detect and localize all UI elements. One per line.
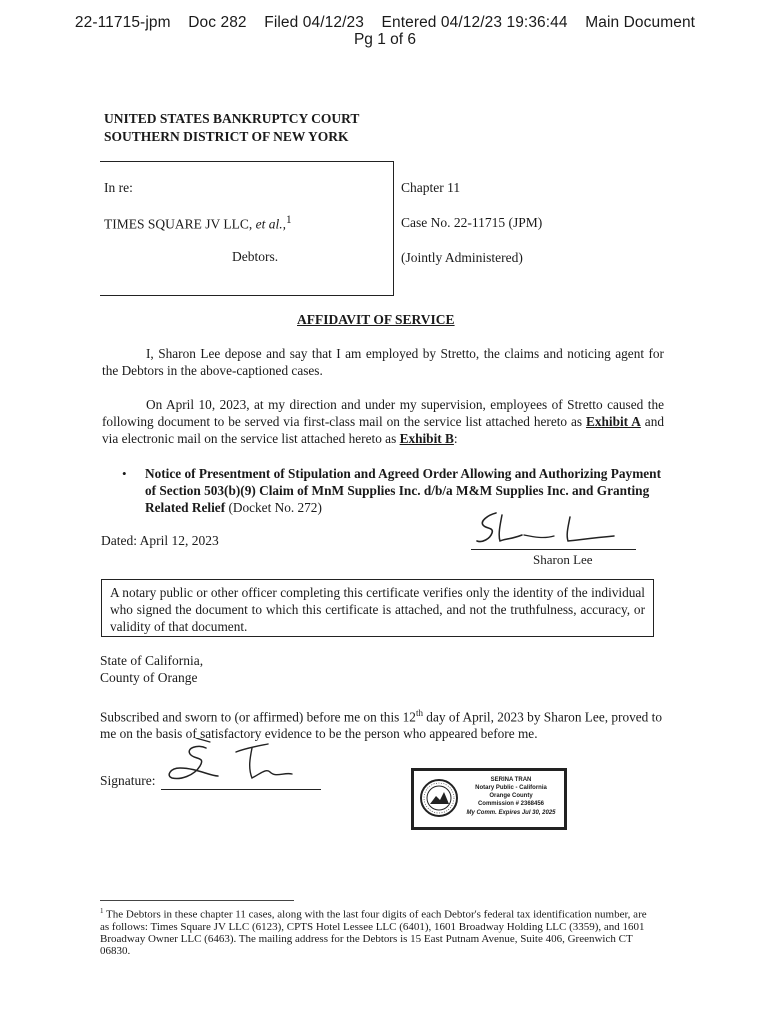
jurat-text-1: Subscribed and sworn to (or affirmed) before me on this 12 (100, 709, 416, 725)
footnote-rule (100, 900, 294, 901)
debtor-name (104, 214, 292, 233)
service-text-3: : (453, 431, 458, 446)
jurat-text-2: day of April, 2023 by Sharon Lee, proved to me on the basis of satisfactory evidence to be the person who appeared before me. (100, 709, 662, 742)
notary-name: SERINA TRAN (490, 777, 532, 783)
notary-commission: Commission # 2368456 (477, 801, 545, 807)
served-document-title: Notice of Presentment of Stipulation and Agreed Order Allowing and Authorizing Payment of Section 503(b)(9) Claim of MnM Supplies Inc. d/b/a M&M Supplies Inc. and Granting Related Relief (145, 466, 661, 515)
notary-title: Notary Public - California (475, 785, 547, 791)
ecf-header-line: 22-11715-jpm Doc 282 Filed 04/12/23 Entered 04/12/23 19:36:44 Main Document (74, 14, 696, 31)
state-seal-icon (418, 774, 460, 822)
notary-signature-icon (166, 738, 316, 790)
venue-state: State of California, (100, 653, 204, 668)
footnote-text: The Debtors in these chapter 11 cases, along with the last four digits of each Debtor's federal tax identification number, are as follows: Times Square JV LLC (6123), CPTS Hotel Lessee LLC (6401), 1601 Broadway Holding LLC (3359), and 1601 Broadway Owner LLC (6463). The mailing address for the Debtors is 15 East Putnam Avenue, Suite 406, Greenwich CT 06830. (100, 908, 647, 957)
dated-line: Dated: April 12, 2023 (101, 533, 219, 548)
court-district: SOUTHERN DISTRICT OF NEW YORK (104, 129, 349, 144)
exhibit-b-ref: Exhibit B (399, 431, 454, 446)
notary-expiration: My Comm. Expires Jul 30, 2025 (466, 810, 556, 816)
document-title: AFFIDAVIT OF SERVICE (297, 312, 455, 327)
signature-label: Signature: (100, 773, 156, 788)
service-text-1: On April 10, 2023, at my direction and under my supervision, employees of Stretto caused the following document to be served via first-class mail on the service list attached hereto as (102, 397, 664, 429)
docket-number: (Docket No. 272) (225, 500, 322, 515)
signer-name: Sharon Lee (533, 552, 593, 567)
et-al: et al., (255, 216, 287, 232)
notary-county: Orange County (489, 793, 533, 799)
chapter-label: Chapter 11 (401, 180, 461, 195)
debtors-label: Debtors. (232, 249, 279, 264)
debtor-name-text: TIMES SQUARE JV LLC, (104, 216, 256, 232)
exhibit-a-ref: Exhibit A (585, 414, 641, 429)
bullet-icon: • (122, 466, 127, 481)
case-number: Case No. 22-11715 (JPM) (401, 215, 543, 230)
footnote (100, 905, 648, 957)
notary-notice-box: A notary public or other officer completing this certificate verifies only the identity of the individual who signed the document to which this certificate is attached, and not the truthfulness, accuracy, or validity of that document. (101, 579, 654, 637)
administration-note: (Jointly Administered) (401, 250, 523, 265)
paragraph-declarant: I, Sharon Lee depose and say that I am employed by Stretto, the claims and noticing agent for the Debtors in the above-captioned cases. (102, 346, 664, 378)
jurat-ordinal: th (415, 708, 423, 718)
service-text-2: and via electronic mail on the service list attached hereto as (102, 414, 664, 446)
jurat-paragraph (100, 705, 662, 742)
court-name: UNITED STATES BANKRUPTCY COURT (104, 111, 360, 126)
in-re-label: In re: (104, 180, 133, 195)
paragraph-service (102, 396, 664, 447)
footnote-ref: 1 (286, 214, 292, 226)
page-count: Pg 1 of 6 (353, 31, 417, 48)
footnote-marker: 1 (100, 907, 104, 915)
notary-signature-line (161, 789, 321, 790)
declarant-signature-icon (474, 505, 619, 550)
signature-line (471, 549, 636, 550)
venue-county: County of Orange (100, 670, 198, 685)
